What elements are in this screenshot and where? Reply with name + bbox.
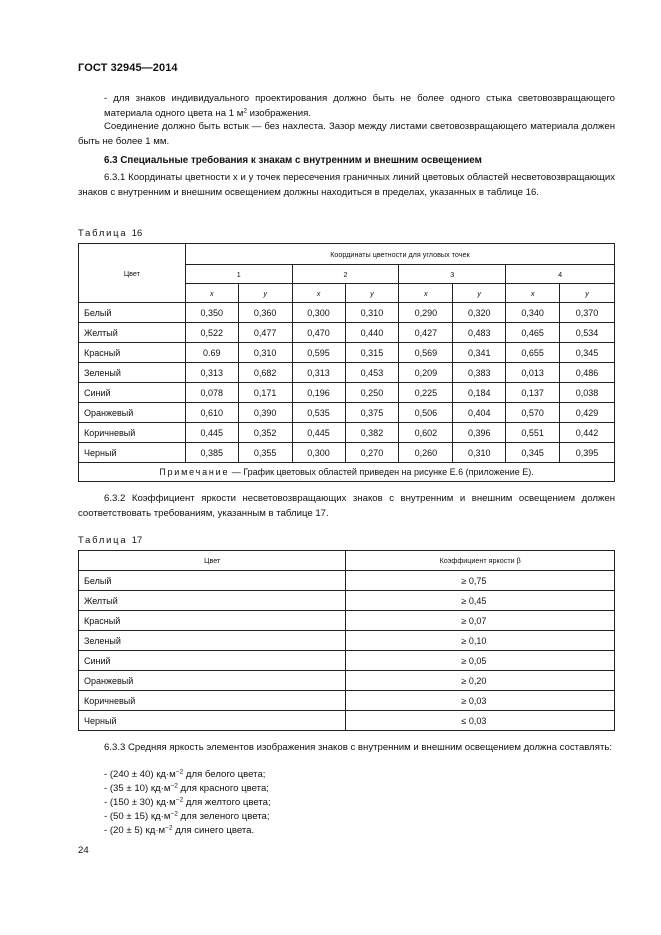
table-16-note: Примечание — График цветовых областей приведен на рисунке Е.6 (приложение Е). xyxy=(79,463,615,482)
color-name-cell: Коричневый xyxy=(79,691,346,711)
table-16-body xyxy=(79,303,615,463)
coordinate-cell: 0,260 xyxy=(399,443,453,463)
table-16-header-point: 3 xyxy=(399,265,506,284)
coordinate-cell: 0,395 xyxy=(560,443,615,463)
table-row xyxy=(79,631,615,651)
coordinate-cell: 0,013 xyxy=(506,363,560,383)
coordinate-cell: 0,078 xyxy=(185,383,238,403)
coordinate-cell: 0,534 xyxy=(560,323,615,343)
coordinate-cell: 0,270 xyxy=(345,443,399,463)
coordinate-cell: 0,385 xyxy=(185,443,238,463)
coordinate-cell: 0,225 xyxy=(399,383,453,403)
luminance-coefficient-cell: ≥ 0,05 xyxy=(346,651,615,671)
coordinate-cell: 0,445 xyxy=(185,423,238,443)
table-16-header-point: 1 xyxy=(185,265,292,284)
color-name-cell: Желтый xyxy=(79,323,186,343)
table-17 xyxy=(78,550,615,731)
table-row xyxy=(79,571,615,591)
paragraph-butt-joint: Соединение должно быть встык — без нахлеста. Зазор между листами световозвращающего материала должен быть не более 1 мм. xyxy=(78,121,615,147)
color-name-cell: Желтый xyxy=(79,591,346,611)
table-16-header-y: y xyxy=(238,284,292,303)
coordinate-cell: 0,610 xyxy=(185,403,238,423)
table-row xyxy=(79,363,615,383)
coordinate-cell: 0,682 xyxy=(238,363,292,383)
luminance-coefficient-cell: ≥ 0,20 xyxy=(346,671,615,691)
table-17-header-coefficient: Коэффициент яркости β xyxy=(346,551,615,571)
table-16-header-color: Цвет xyxy=(79,244,186,303)
coordinate-cell: 0,250 xyxy=(345,383,399,403)
coordinate-cell: 0,569 xyxy=(399,343,453,363)
color-name-cell: Оранжевый xyxy=(79,403,186,423)
table-16-header-x: x xyxy=(185,284,238,303)
coordinate-cell: 0,404 xyxy=(453,403,506,423)
coordinate-cell: 0,602 xyxy=(399,423,453,443)
coordinate-cell: 0,300 xyxy=(292,443,345,463)
luminance-coefficient-cell: ≥ 0,10 xyxy=(346,631,615,651)
table-17-body xyxy=(79,571,615,731)
color-name-cell: Белый xyxy=(79,303,186,323)
coordinate-cell: 0,209 xyxy=(399,363,453,383)
table-row xyxy=(79,303,615,323)
section-heading-6-3: 6.3 Специальные требования к знакам с внутренним и внешним освещением xyxy=(104,155,482,166)
coordinate-cell: 0,171 xyxy=(238,383,292,403)
coordinate-cell: 0,445 xyxy=(292,423,345,443)
coordinate-cell: 0,506 xyxy=(399,403,453,423)
coordinate-cell: 0,345 xyxy=(560,343,615,363)
coordinate-cell: 0,184 xyxy=(453,383,506,403)
coordinate-cell: 0,655 xyxy=(506,343,560,363)
coordinate-cell: 0,570 xyxy=(506,403,560,423)
table-row xyxy=(79,711,615,731)
coordinate-cell: 0,383 xyxy=(453,363,506,383)
coordinate-cell: 0,453 xyxy=(345,363,399,383)
table-16 xyxy=(78,243,615,482)
coordinate-cell: 0,522 xyxy=(185,323,238,343)
luminance-coefficient-cell: ≥ 0,07 xyxy=(346,611,615,631)
table-row xyxy=(79,423,615,443)
paragraph-joint-requirement: - для знаков индивидуального проектирования должно быть не более одного стыка световозвращающего материала одного цвета на 1 $м^2$ изображения. xyxy=(104,93,615,119)
coordinate-cell: 0,340 xyxy=(506,303,560,323)
coordinate-cell: 0,390 xyxy=(238,403,292,423)
coordinate-cell: 0,382 xyxy=(345,423,399,443)
luminance-coefficient-cell: ≤ 0,03 xyxy=(346,711,615,731)
color-name-cell: Синий xyxy=(79,651,346,671)
coordinate-cell: 0,465 xyxy=(506,323,560,343)
luminance-coefficient-cell: ≥ 0,03 xyxy=(346,691,615,711)
coordinate-cell: 0,320 xyxy=(453,303,506,323)
coordinate-cell: 0,313 xyxy=(292,363,345,383)
table-row xyxy=(79,671,615,691)
coordinate-cell: 0,300 xyxy=(292,303,345,323)
color-name-cell: Оранжевый xyxy=(79,671,346,691)
coordinate-cell: 0,341 xyxy=(453,343,506,363)
coordinate-cell: 0,477 xyxy=(238,323,292,343)
list-item: - (20 ± 5) $кд\cdot м^{-2}$ для синего цвета. xyxy=(104,824,255,836)
coordinate-cell: 0,352 xyxy=(238,423,292,443)
color-name-cell: Зеленый xyxy=(79,631,346,651)
coordinate-cell: 0,535 xyxy=(292,403,345,423)
table-16-header-point: 2 xyxy=(292,265,399,284)
table-16-header-coordinates: Координаты цветности для угловых точек xyxy=(185,244,614,265)
list-item: - (35 ± 10) $кд\cdot м^{-2}$ для красного цвета; xyxy=(104,782,269,794)
color-name-cell: Белый xyxy=(79,571,346,591)
coordinate-cell: 0,486 xyxy=(560,363,615,383)
coordinate-cell: 0,551 xyxy=(506,423,560,443)
table-row xyxy=(79,343,615,363)
coordinate-cell: 0,345 xyxy=(506,443,560,463)
coordinate-cell: 0,427 xyxy=(399,323,453,343)
coordinate-cell: 0.69 xyxy=(185,343,238,363)
list-item: - (150 ± 30) $кд\cdot м^{-2}$ для желтого цвета; xyxy=(104,796,271,808)
table-row xyxy=(79,651,615,671)
coordinate-cell: 0,442 xyxy=(560,423,615,443)
table-16-header-x: x xyxy=(506,284,560,303)
color-name-cell: Черный xyxy=(79,443,186,463)
color-name-cell: Черный xyxy=(79,711,346,731)
table-16-header-y: y xyxy=(453,284,506,303)
coordinate-cell: 0,313 xyxy=(185,363,238,383)
coordinate-cell: 0,595 xyxy=(292,343,345,363)
luminance-coefficient-cell: ≥ 0,75 xyxy=(346,571,615,591)
coordinate-cell: 0,038 xyxy=(560,383,615,403)
color-name-cell: Синий xyxy=(79,383,186,403)
table-row xyxy=(79,591,615,611)
coordinate-cell: 0,350 xyxy=(185,303,238,323)
color-name-cell: Коричневый xyxy=(79,423,186,443)
page-number: 24 xyxy=(78,845,89,856)
table-16-header-y: y xyxy=(345,284,399,303)
list-item: - (240 ± 40) $кд\cdot м^{-2}$ для белого цвета; xyxy=(104,768,266,780)
coordinate-cell: 0,396 xyxy=(453,423,506,443)
table-16-header-point: 4 xyxy=(506,265,615,284)
coordinate-cell: 0,310 xyxy=(453,443,506,463)
paragraph-6-3-3: 6.3.3 Средняя яркость элементов изображения знаков с внутренним и внешним освещением должна составлять: xyxy=(104,742,613,753)
coordinate-cell: 0,440 xyxy=(345,323,399,343)
coordinate-cell: 0,310 xyxy=(345,303,399,323)
coordinate-cell: 0,370 xyxy=(560,303,615,323)
paragraph-6-3-2: 6.3.2 Коэффициент яркости несветовозвращающих знаков с внутренним и внешним освещением должен соответствовать требованиям, указанным в таблице 17. xyxy=(78,493,615,519)
paragraph-6-3-1: 6.3.1 Координаты цветности x и y точек пересечения граничных линий цветовых областей несветовозвращающих знаков с внутренним и внешним освещением должны находиться в пределах, указанных в таблице 16. xyxy=(78,172,615,198)
coordinate-cell: 0,360 xyxy=(238,303,292,323)
table-row xyxy=(79,443,615,463)
color-name-cell: Красный xyxy=(79,343,186,363)
table-17-header-color: Цвет xyxy=(79,551,346,571)
coordinate-cell: 0,375 xyxy=(345,403,399,423)
coordinate-cell: 0,310 xyxy=(238,343,292,363)
coordinate-cell: 0,290 xyxy=(399,303,453,323)
color-name-cell: Зеленый xyxy=(79,363,186,383)
table-row xyxy=(79,611,615,631)
luminance-list xyxy=(104,768,271,838)
table-16-header-y: y xyxy=(560,284,615,303)
color-name-cell: Красный xyxy=(79,611,346,631)
table-16-header-x: x xyxy=(399,284,453,303)
coordinate-cell: 0,470 xyxy=(292,323,345,343)
coordinate-cell: 0,196 xyxy=(292,383,345,403)
table-row xyxy=(79,383,615,403)
coordinate-cell: 0,315 xyxy=(345,343,399,363)
table-row xyxy=(79,403,615,423)
table-16-header-x: x xyxy=(292,284,345,303)
table-16-caption: Таблица 16 xyxy=(78,227,143,238)
table-row xyxy=(79,691,615,711)
document-header: ГОСТ 32945—2014 xyxy=(78,62,178,74)
table-17-caption: Таблица 17 xyxy=(78,534,143,545)
list-item: - (50 ± 15) $кд\cdot м^{-2}$ для зеленого цвета; xyxy=(104,810,270,822)
coordinate-cell: 0,429 xyxy=(560,403,615,423)
coordinate-cell: 0,355 xyxy=(238,443,292,463)
coordinate-cell: 0,483 xyxy=(453,323,506,343)
luminance-coefficient-cell: ≥ 0,45 xyxy=(346,591,615,611)
table-row xyxy=(79,323,615,343)
coordinate-cell: 0,137 xyxy=(506,383,560,403)
